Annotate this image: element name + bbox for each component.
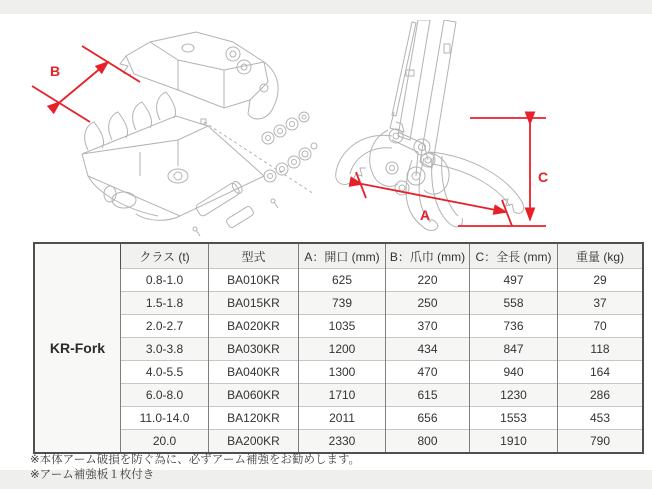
cell-model: BA030KR: [209, 338, 299, 361]
cell-class: 2.0-2.7: [121, 315, 209, 338]
dimension-view-diagram: [332, 20, 627, 238]
cell-b: 434: [386, 338, 470, 361]
cell-b: 470: [386, 361, 470, 384]
table-row: [34, 338, 643, 361]
cell-c: 940: [470, 361, 558, 384]
cell-a: 1200: [299, 338, 386, 361]
dim-label-a: A: [420, 207, 431, 223]
cell-b: 800: [386, 430, 470, 454]
cell-weight: 70: [558, 315, 644, 338]
table-header-row: [34, 243, 643, 269]
cell-class: 1.5-1.8: [121, 292, 209, 315]
table-row: [34, 269, 643, 292]
cell-model: BA020KR: [209, 315, 299, 338]
table-row: [34, 430, 643, 454]
cell-class: 11.0-14.0: [121, 407, 209, 430]
cell-model: BA120KR: [209, 407, 299, 430]
col-header-weight: 重量 (kg): [558, 243, 644, 269]
exploded-fork-lineart: [82, 32, 317, 236]
cell-class: 20.0: [121, 430, 209, 454]
spec-table: [33, 242, 644, 454]
col-header-a-opening: A：開口 (mm): [299, 243, 386, 269]
dimension-a-arrow: [356, 172, 512, 226]
cell-weight: 37: [558, 292, 644, 315]
cell-a: 1300: [299, 361, 386, 384]
table-row: [34, 407, 643, 430]
cell-c: 497: [470, 269, 558, 292]
cell-weight: 790: [558, 430, 644, 454]
table-row: [34, 384, 643, 407]
cell-b: 370: [386, 315, 470, 338]
col-header-c-length: C：全長 (mm): [470, 243, 558, 269]
arm-fork-lineart: [336, 20, 524, 231]
cell-b: 656: [386, 407, 470, 430]
cell-c: 847: [470, 338, 558, 361]
dimension-b-arrow: [32, 46, 140, 122]
cell-weight: 453: [558, 407, 644, 430]
exploded-view-diagram: [28, 26, 318, 236]
dimension-c-arrow: [458, 118, 549, 226]
cell-a: 2330: [299, 430, 386, 454]
cell-c: 1553: [470, 407, 558, 430]
cell-b: 220: [386, 269, 470, 292]
cell-model: BA010KR: [209, 269, 299, 292]
cell-weight: 286: [558, 384, 644, 407]
cell-a: 1035: [299, 315, 386, 338]
col-header-b-width: B：爪巾 (mm): [386, 243, 470, 269]
cell-a: 739: [299, 292, 386, 315]
cell-weight: 118: [558, 338, 644, 361]
cell-model: BA015KR: [209, 292, 299, 315]
footnotes: [30, 453, 360, 483]
group-label-cell: KR-Fork: [34, 243, 121, 453]
dim-label-c: C: [538, 169, 549, 185]
cell-a: 1710: [299, 384, 386, 407]
table-row: [34, 361, 643, 384]
footnote-arm-reinforcement: ※本体アーム破損を防ぐ為に、必ずアーム補強をお勧めします。: [30, 454, 361, 466]
cell-class: 6.0-8.0: [121, 384, 209, 407]
cell-c: 558: [470, 292, 558, 315]
cell-c: 736: [470, 315, 558, 338]
cell-b: 250: [386, 292, 470, 315]
cell-c: 1230: [470, 384, 558, 407]
table-row: [34, 315, 643, 338]
cell-class: 0.8-1.0: [121, 269, 209, 292]
dim-label-b: B: [50, 63, 61, 79]
cell-model: BA200KR: [209, 430, 299, 454]
cell-model: BA060KR: [209, 384, 299, 407]
cell-c: 1910: [470, 430, 558, 454]
cell-weight: 164: [558, 361, 644, 384]
cell-b: 615: [386, 384, 470, 407]
col-header-model: 型式: [209, 243, 299, 269]
cell-class: 3.0-3.8: [121, 338, 209, 361]
footnote-plate-included: ※アーム補強板１枚付き: [30, 469, 155, 481]
cell-class: 4.0-5.5: [121, 361, 209, 384]
cell-a: 625: [299, 269, 386, 292]
cell-weight: 29: [558, 269, 644, 292]
cell-a: 2011: [299, 407, 386, 430]
cell-model: BA040KR: [209, 361, 299, 384]
col-header-class: クラス (t): [121, 243, 209, 269]
table-row: [34, 292, 643, 315]
content-area: [0, 14, 652, 481]
